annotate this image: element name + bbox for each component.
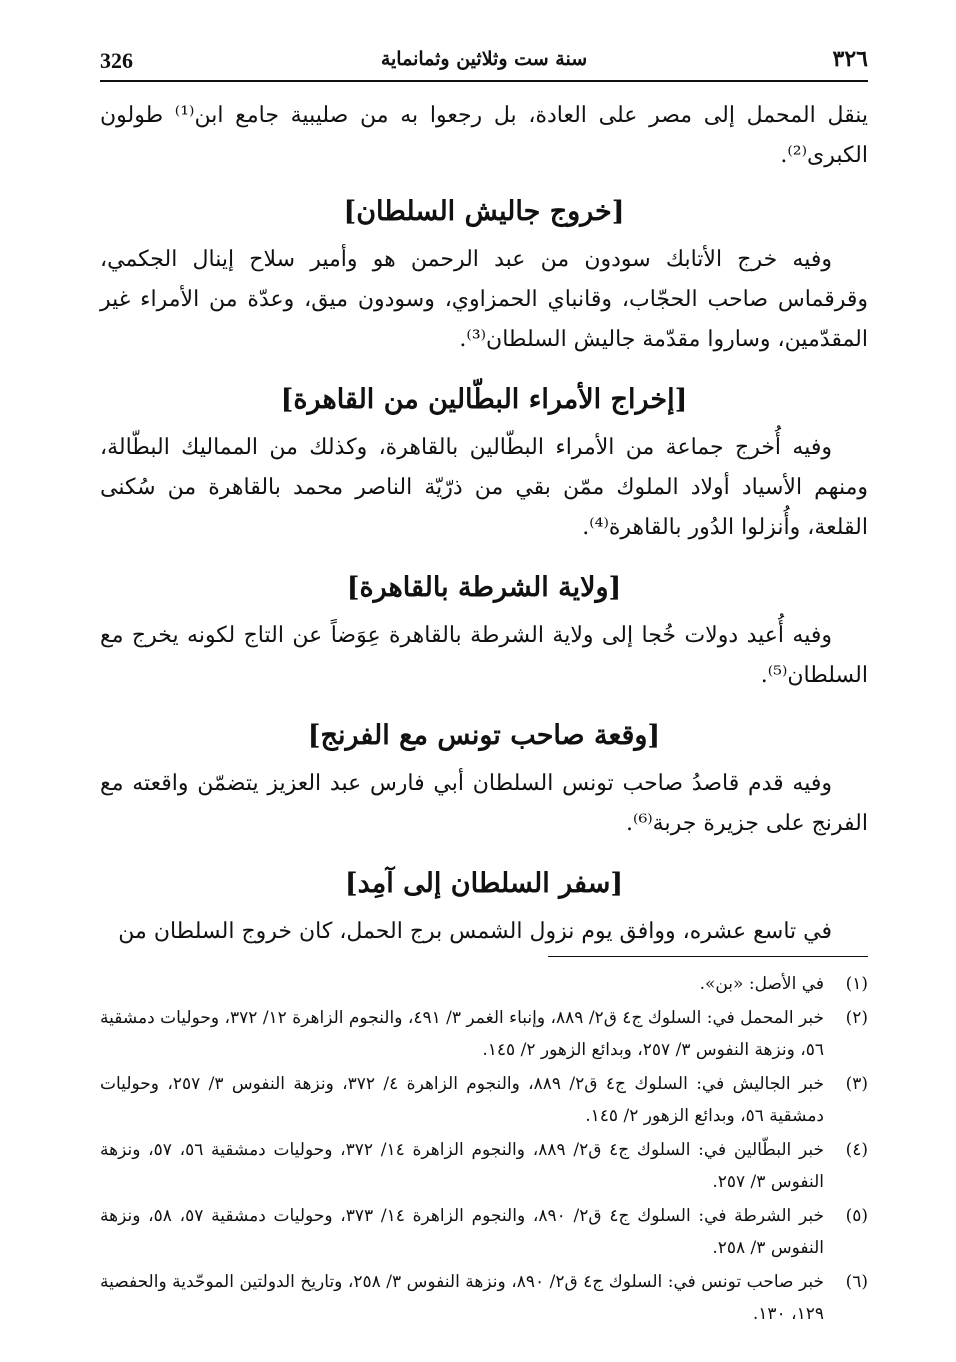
footnote-separator (548, 956, 868, 957)
main-text (100, 96, 868, 952)
footnote-number: (٥) (845, 1206, 868, 1226)
footnote-text: خبر الجاليش في: السلوك ج٤ ق٢/ ٨٨٩، والنجوم الزاهرة ٤/ ٣٧٢، ونزهة النفوس ٣/ ٢٥٧، وحوليات دمشقية ٥٦، وبدائع الزهور ٢/ ١٤٥. (100, 1074, 824, 1126)
footnote (100, 1200, 868, 1264)
paragraph-amid: في تاسع عشره، ووافق يوم نزول الشمس برج الحمل، كان خروج السلطان من (118, 919, 832, 944)
footnote-number: (٢) (845, 1008, 868, 1028)
footnote-text: في الأصل: «بن». (699, 974, 824, 994)
paragraph-jalish: وفيه خرج الأتابك سودون من عبد الرحمن هو وأمير سلاح إينال الجكمي، وقرقماس صاحب الحجّاب، وقانباي الحمزاوي، وسودون ميق، وعدّة من الأمراء غير المقدّمين، وساروا مقدّمة جاليش السلطان⁽³⁾. (100, 247, 868, 352)
footnote (100, 1068, 868, 1132)
footnote-number: (٤) (845, 1140, 868, 1160)
paragraph-police: وفيه أُعيد دولات خُجا إلى ولاية الشرطة بالقاهرة عِوَضاً عن التاج لكونه يخرج مع السلطان⁽⁵⁾. (100, 623, 868, 688)
footnote-number: (١) (845, 974, 868, 994)
footnote-number: (٣) (845, 1074, 868, 1094)
footnote-text: خبر المحمل في: السلوك ج٤ ق٢/ ٨٨٩، وإنباء الغمر ٣/ ٤٩١، والنجوم الزاهرة ١٢/ ٣٧٢، وحوليات دمشقية ٥٦، ونزهة النفوس ٣/ ٢٥٧، وبدائع الزهور ٢/ ١٤٥. (100, 1008, 824, 1060)
section-heading-police: [ولاية الشرطة بالقاهرة] (346, 572, 622, 603)
page-number-latin: 326 (100, 48, 133, 73)
footnotes (100, 968, 868, 1332)
section-heading-tunis: [وقعة صاحب تونس مع الفرنج] (307, 720, 661, 751)
footnote (100, 968, 868, 1000)
paragraph-tunis: وفيه قدم قاصدُ صاحب تونس السلطان أبي فارس عبد العزيز يتضمّن واقعته مع الفرنج على جزيرة جربة⁽⁶⁾. (100, 771, 868, 836)
paragraph-continuation: ينقل المحمل إلى مصر على العادة، بل رجعوا به من صليبية جامع ابن⁽¹⁾ طولون الكبرى⁽²⁾. (100, 103, 869, 168)
footnote (100, 1134, 868, 1198)
page-number-arabic: ٣٢٦ (832, 46, 868, 72)
section-heading-emirs: [إخراج الأمراء البطّالين من القاهرة] (280, 384, 688, 415)
footnote (100, 1002, 868, 1066)
footnote-number: (٦) (845, 1272, 868, 1292)
running-title: سنة ست وثلاثين وثمانماية (380, 48, 588, 70)
section-heading-jalish: [خروج جاليش السلطان] (343, 196, 625, 227)
footnote-text: خبر صاحب تونس في: السلوك ج٤ ق٢/ ٨٩٠، ونزهة النفوس ٣/ ٢٥٨، وتاريخ الدولتين الموحّدية والحفصية ١٢٩، ١٣٠. (100, 1272, 824, 1324)
footnote-text: خبر الشرطة في: السلوك ج٤ ق٢/ ٨٩٠، والنجوم الزاهرة ١٤/ ٣٧٣، وحوليات دمشقية ٥٧، ٥٨، ونزهة النفوس ٣/ ٢٥٨. (100, 1206, 825, 1258)
section-heading-amid: [سفر السلطان إلى آمِد] (344, 868, 624, 899)
footnote (100, 1266, 868, 1330)
footnote-text: خبر البطّالين في: السلوك ج٤ ق٢/ ٨٨٩، والنجوم الزاهرة ١٤/ ٣٧٢، وحوليات دمشقية ٥٦، ٥٧، ونزهة النفوس ٣/ ٢٥٧. (100, 1140, 825, 1192)
page-header (100, 40, 868, 82)
paragraph-emirs: وفيه أُخرج جماعة من الأمراء البطّالين بالقاهرة، وكذلك من المماليك البطّالة، ومنهم الأسياد أولاد الملوك ممّن بقي من ذرّيّة الناصر محمد بالقاهرة من سُكنى القلعة، وأُنزلوا الدُور بالقاهرة⁽⁴⁾. (100, 435, 868, 540)
